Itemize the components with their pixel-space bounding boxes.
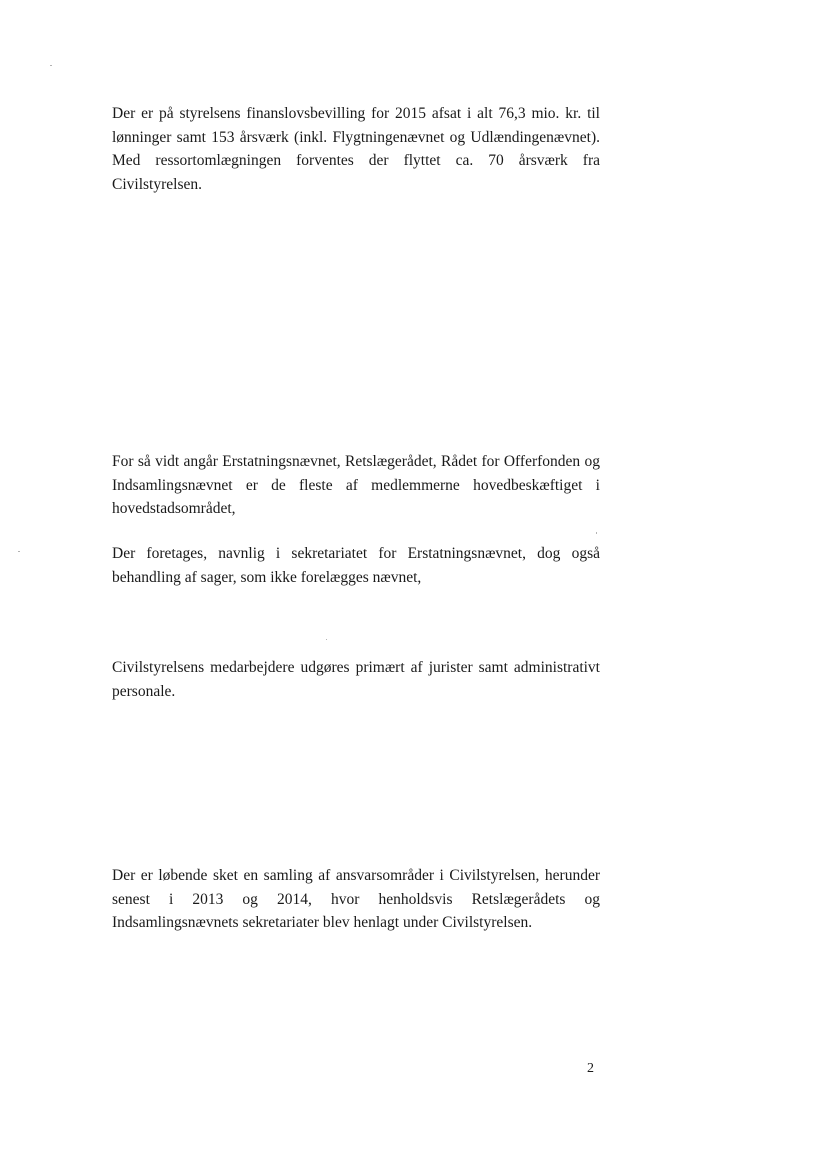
page-number: 2: [587, 1061, 594, 1076]
paragraph-consolidation: Der er løbende sket en samling af ansvarsområder i Civilstyrelsen, herunder senest i 2013 og 2014, hvor henholdsvis Retslægerådets og Indsamlingsnævnets sekretariater blev henlagt under Civilstyrelsen.: [112, 867, 600, 931]
paragraph-board-members: For så vidt angår Erstatningsnævnet, Retslægerådet, Rådet for Offerfonden og Indsamlingsnævnet er de fleste af medlemmerne hovedbeskæftiget i hovedstadsområdet,: [112, 453, 600, 517]
scan-speck: [18, 551, 20, 552]
scan-speck: [326, 639, 327, 640]
paragraph-staff: Civilstyrelsens medarbejdere udgøres primært af jurister samt administrativt personale.: [112, 659, 600, 700]
paragraph-case-handling: Der foretages, navnlig i sekretariatet for Erstatningsnævnet, dog også behandling af sager, som ikke forelægges nævnet,: [112, 545, 600, 586]
scan-speck: [50, 65, 52, 66]
scan-speck: [596, 532, 597, 534]
paragraph-budget: Der er på styrelsens finanslovsbevilling for 2015 afsat i alt 76,3 mio. kr. til lønninger samt 153 årsværk (inkl. Flygtningenævnet og Udlændingenævnet). Med ressortomlægningen forventes der flyttet ca. 70 årsværk fra Civilstyrelsen.: [112, 105, 600, 193]
